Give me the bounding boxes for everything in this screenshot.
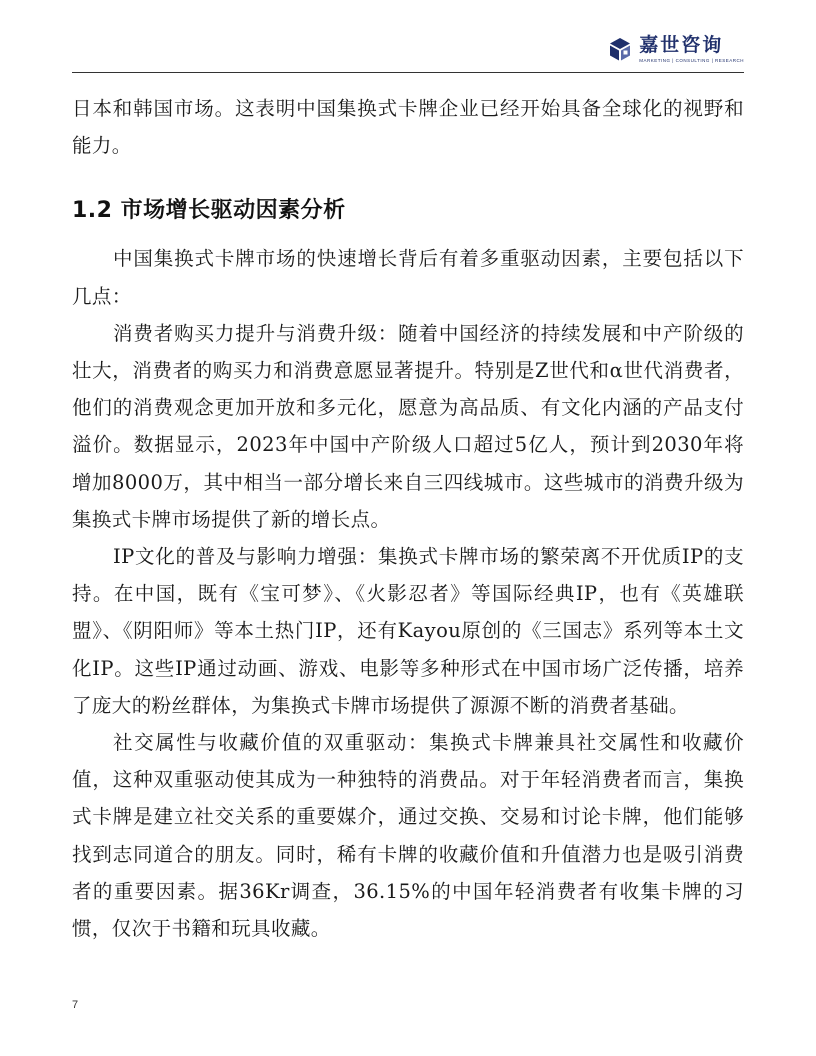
paragraph-purchasing-power: 消费者购买力提升与消费升级：随着中国经济的持续发展和中产阶级的壮大，消费者的购买力和消费意愿显著提升。特别是Z世代和α世代消费者，他们的消费观念更加开放和多元化，愿意为高品质、有文化内涵的产品支付溢价。数据显示，2023年中国中产阶级人口超过5亿人，预计到2030年将增加8000万，其中相当一部分增长来自三四线城市。这些城市的消费升级为集换式卡牌市场提供了新的增长点。 [72,321,744,531]
paragraph-ip-culture: IP文化的普及与影响力增强：集换式卡牌市场的繁荣离不开优质IP的支持。在中国，既有《宝可梦》、《火影忍者》等国际经典IP，也有《英雄联盟》、《阴阳师》等本土热门IP，还有Kayou原创的《三国志》系列等本土文化IP。这些IP通过动画、游戏、电影等多种形式在中国市场广泛传播，培养了庞大的粉丝群体，为集换式卡牌市场提供了源源不断的消费者基础。 [72,545,744,717]
cube-logo-icon [607,36,633,62]
brand-name: 嘉世咨询 [639,34,724,56]
section-title: 1.2 市场增长驱动因素分析 [72,198,346,224]
brand-tagline: MARKETING | CONSULTING | RESEARCH [639,58,744,63]
paragraph-social-collectible: 社交属性与收藏价值的双重驱动：集换式卡牌兼具社交属性和收藏价值，这种双重驱动使其成为一种独特的消费品。对于年轻消费者而言，集换式卡牌是建立社交关系的重要媒介，通过交换、交易和讨论卡牌，他们能够找到志同道合的朋友。同时，稀有卡牌的收藏价值和升值潜力也是吸引消费者的重要因素。据36Kr调查，36.15%的中国年轻消费者有收集卡牌的习惯，仅次于书籍和玩具收藏。 [72,731,744,941]
brand-logo [607,34,744,63]
intro-paragraph: 日本和韩国市场。这表明中国集换式卡牌企业已经开始具备全球化的视野和能力。 [72,97,744,158]
page-content [72,90,744,947]
page-header [72,30,744,73]
brand-text [639,34,744,63]
page-number: 7 [72,999,79,1011]
paragraph-overview: 中国集换式卡牌市场的快速增长背后有着多重驱动因素，主要包括以下几点： [72,247,744,308]
